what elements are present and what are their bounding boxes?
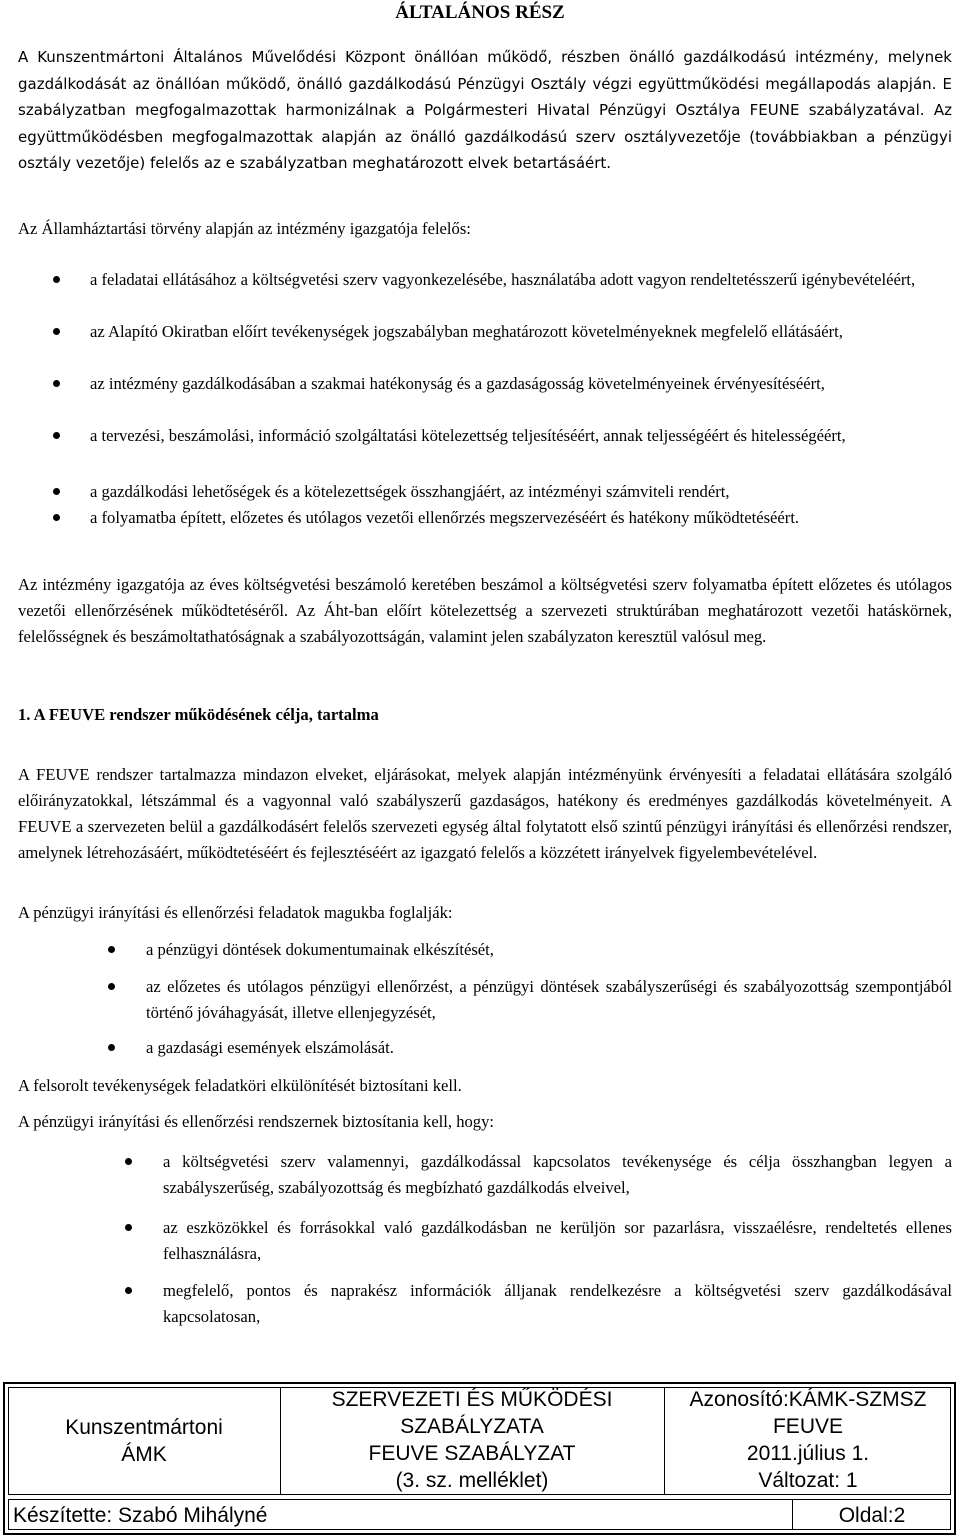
footer-author: Készítette: Szabó Mihályné bbox=[13, 1503, 268, 1527]
bullet-icon bbox=[125, 1158, 132, 1165]
feuve-paragraph: A FEUVE rendszer tartalmazza mindazon elveket, eljárásokat, melyek alapján intézményünk érvényesíti a feladatai ellátására szolgáló előirányzatokkal, létszámmal és a vagyonnal való szabályszerű gazdaságos, hatékony és eredményes gazdálkodás követelményeit. A FEUVE a szervezeten belül a gazdálkodásért felelős szervezeti egység által folytatott első szintű pénzügyi irányítási és ellenőrzési rendszer, amelynek létrehozásáért, működtetéséért és fejlesztéséért az igazgató felelős a közzétett irányelvek figyelembevételével. bbox=[18, 765, 952, 862]
page-title: ÁLTALÁNOS RÉSZ bbox=[395, 2, 565, 23]
list-item: a pénzügyi döntések dokumentumainak elkészítését, bbox=[146, 937, 952, 974]
list-item: a költségvetési szerv valamennyi, gazdálkodással kapcsolatos tevékenysége és célja összhangban legyen a szabályszerűség, szabályozottság és megbízható gazdálkodás elveivel, bbox=[163, 1149, 952, 1215]
bullet-icon bbox=[125, 1287, 132, 1294]
list-item: az intézmény gazdálkodásában a szakmai hatékonyság és a gazdaságosság követelményeinek érvényesítéséért, bbox=[90, 371, 952, 423]
separation-sentence: A felsorolt tevékenységek feladatköri elkülönítését biztosítani kell. bbox=[18, 1076, 462, 1095]
list-item: megfelelő, pontos és naprakész információk álljanak rendelkezésre a költségvetési szerv gazdálkodásával kapcsolatosan, bbox=[163, 1278, 952, 1330]
bullet-icon bbox=[125, 1224, 132, 1231]
footer-institution: Kunszentmártoni ÁMK bbox=[65, 1416, 223, 1466]
intro-paragraph-1: A Kunszentmártoni Általános Művelődési Központ önállóan működő, részben önálló gazdálkodású intézmény, melynek gazdálkodását az önállóan működő, önálló gazdálkodású Pénzügyi Osztály végzi együttműködési megállapodás alapján. E szabályzatban megfogalmazottak harmonizálnak a Polgármesteri Hivatal Pénzügyi Osztálya FEUNE szabályzatával. bbox=[18, 48, 952, 119]
list-item: az eszközökkel és forrásokkal való gazdálkodásban ne kerüljön sor pazarlásra, visszaélésre, rendeltetés ellenes felhasználásra, bbox=[163, 1215, 952, 1278]
responsibility-list bbox=[90, 267, 952, 557]
list-item: az Alapító Okiratban előírt tevékenységek jogszabályban meghatározott követelményeknek megfelelő ellátásáért, bbox=[90, 319, 952, 371]
bullet-icon bbox=[108, 983, 115, 990]
intro-paragraph-2: Az együttműködésben megfogalmazottak alapján az önálló gazdálkodású szerv osztályvezetője (továbbiakban a pénzügyi osztály vezetője) felelős az e szabályzatban meghatározott elvek betartásáért. bbox=[18, 101, 952, 172]
footer-document-name: SZERVEZETI ÉS MŰKÖDÉSI SZABÁLYZATA FEUVE SZABÁLYZAT (3. sz. melléklet) bbox=[331, 1388, 613, 1492]
system-list bbox=[163, 1149, 952, 1330]
report-paragraph: Az intézmény igazgatója az éves költségvetési beszámoló keretében beszámol a költségvetési szerv folyamatba épített előzetes és utólagos vezetői ellenőrzésének működtetéséről. Az Áht-ban előírt kötelezettség a szervezeti struktúrában meghatározott vezetői hatáskörnek, felelősségnek és beszámoltathatóságnak a szabályozottságán, valamint jelen szabályzaton keresztül valósul meg. bbox=[18, 575, 952, 646]
bullet-icon bbox=[108, 946, 115, 953]
bullet-icon bbox=[53, 276, 60, 283]
system-intro: A pénzügyi irányítási és ellenőrzési rendszernek biztosítania kell, hogy: bbox=[18, 1112, 495, 1131]
document-footer bbox=[3, 1382, 956, 1535]
list-item: a folyamatba épített, előzetes és utólagos vezetői ellenőrzés megszervezéséért és hatékony működtetéséért. bbox=[90, 505, 952, 557]
bullet-icon bbox=[53, 488, 60, 495]
tasks-intro: A pénzügyi irányítási és ellenőrzési feladatok magukba foglalják: bbox=[18, 903, 453, 922]
list-item: az előzetes és utólagos pénzügyi ellenőrzést, a pénzügyi döntések szabályszerűségi és szabályozottság szempontjából történő jóváhagyását, illetve ellenjegyzését, bbox=[146, 974, 952, 1035]
responsibility-intro: Az Államháztartási törvény alapján az intézmény igazgatója felelős: bbox=[18, 219, 471, 238]
list-item: a tervezési, beszámolási, információ szolgáltatási kötelezettség teljesítéséért, annak teljességéért és hitelességéért, bbox=[90, 423, 952, 479]
list-item: a gazdálkodási lehetőségek és a kötelezettségek összhangjáért, az intézményi számviteli rendért, bbox=[90, 479, 952, 505]
section-heading: 1. A FEUVE rendszer működésének célja, tartalma bbox=[18, 705, 379, 724]
list-item: a feladatai ellátásához a költségvetési szerv vagyonkezelésébe, használatába adott vagyon rendeltetésszerű igénybevételéért, bbox=[90, 267, 952, 319]
footer-page-number: Oldal:2 bbox=[838, 1503, 906, 1527]
bullet-icon bbox=[53, 514, 60, 521]
intro-paragraph bbox=[18, 44, 952, 177]
bullet-icon bbox=[108, 1044, 115, 1051]
list-item: a gazdasági események elszámolását. bbox=[146, 1035, 952, 1061]
tasks-list bbox=[146, 937, 952, 1061]
bullet-icon bbox=[53, 380, 60, 387]
bullet-icon bbox=[53, 432, 60, 439]
footer-identifier: Azonosító:KÁMK-SZMSZ FEUVE 2011.július 1. Változat: 1 bbox=[689, 1388, 927, 1492]
bullet-icon bbox=[53, 328, 60, 335]
